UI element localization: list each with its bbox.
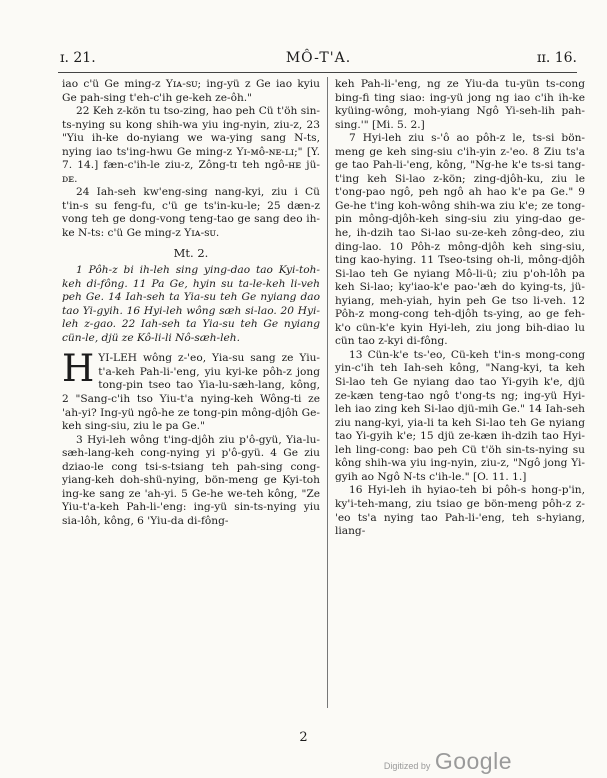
- watermark: [384, 748, 512, 775]
- running-header: [60, 50, 577, 70]
- paragraph: 13 Cün-k'e ts-'eo, Cü-keh t'in-s mong-cong yin-c'ih teh Iah-seh kông, "Nang-kyi, ta keh Si-lao teh Ge nyiang dao tao Yi-gyih k'e, djü ze-kæn teng-tao ngô t'ong-ts ng; ing-yü Hyi-leh iao zing keh Si-lao djü-mih Ge." 14 Iah-seh ziu nang-kyi, yia-li ta keh Si-lao teh Ge nyiang tao Yi-gyih k'e; 15 djü ze-kæn ih-dzih tao Hyi-leh ling-cong: bao peh Cü t'öh sin-ts-nying su kông shih-wa yiu ing-nyin, ziu-z, "Ngô jong Yi-gyih ao Ngô N-ts c'ih-le." [O. 11. 1.]: [335, 348, 585, 483]
- watermark-prefix: Digitized by: [383, 761, 431, 771]
- paragraph: 22 Keh z-kön tu tso-zing, hao peh Cü t'öh sin-ts-nying su kong shih-wa yiu ing-nyin, ziu-z, 23 "Yiu ih-ke do-nyiang we wa-ying sang N-ts, nying iao ts'ing-hwu Ge ming-z Yɪ-ᴍô-ɴᴇ-ʟɪ;" [Y. 7. 14.] fæn-c'ih-le ziu-z, Zông-tɪ teh ngô-ʜᴇ jü-ᴅᴇ.: [62, 105, 320, 185]
- chapter-summary: 1 Pôh-z bi ih-leh sing ying-dao tao Kyi-toh-keh di-fông. 11 Pa Ge, hyin su ta-le-keh li-veh peh Ge. 14 Iah-seh ta Yia-su teh Ge nyiang dao tao Yi-gyih. 16 Hyi-leh wông sæh si-lao. 20 Hyi-leh z-gao. 22 Iah-seh ta Yia-su teh Ge nyiang cün-le, djü ze Kô-li-li Nô-sæh-leh.: [62, 264, 320, 344]
- paragraph: 16 Hyi-leh ih hyiao-teh bi pôh-s hong-p'in, ky'i-teh-mang, ziu tsiao ge bön-meng pôh-z z-'eo ts'a nying tao Pah-li-'eng, teh s-hyiang, liang-: [335, 484, 585, 538]
- left-column: [62, 78, 320, 529]
- paragraph: 7 Hyi-leh ziu s-'ô ao pôh-z le, ts-si bön-meng ge keh sing-siu c'ih-yin z-'eo. 8 Ziu ts'a ge tao Pah-li-'eng, kông, "Ng-he k'e ts-si tang-t'ing keh Si-lao z-kön; zing-djôh-ku, ziu le t'ong-pao ngô, peh ngô ah hao k'e pa Ge." 9 Ge-he t'ing koh-wông shih-wa ziu k'e; ze tong-pin mông-djôh-keh sing-siu ziu ying-dao ge-he, ih-dzih tao Si-lao su-ze-keh zông-deo, ziu ding-lao. 10 Pôh-z mông-djôh keh sing-siu, ting kao-hying. 11 Tseo-tsing oh-li, mông-djôh Si-lao teh Ge nyiang Mô-li-ü; ziu p'oh-lôh pa keh Si-lao; ky'iao-k'e pao-'æh do kying-ts, jü-hyiang, meh-yiah, hyin peh Ge tso li-veh. 12 Pôh-z mong-cong teh-djôh ts-ying, ao ge feh-k'o cün-k'e kyin Hyi-leh, ziu jong bih-diao lu cün tao z-kyi di-fông.: [335, 132, 585, 348]
- paragraph: keh Pah-li-'eng, ng ze Yiu-da tu-yün ts-cong bing-fi ting siao: ing-yü jong ng iao c'ih ih-ke kyüing-wông, moh-yiang Ngô Yi-seh-lih pah-sing.'" [Mi. 5. 2.]: [335, 78, 585, 131]
- paragraph: iao c'ü Ge ming-z Yɪᴀ-sᴜ; ing-yü z Ge iao kyiu Ge pah-sing t'eh-c'ih ge-keh ze-ôh.": [62, 78, 320, 104]
- page-number: 2: [299, 730, 308, 745]
- chapter-heading: Mt. 2.: [173, 245, 209, 260]
- right-column: [335, 78, 585, 539]
- drop-cap: H: [62, 347, 95, 391]
- header-chapter-start: ɪ. 21.: [60, 50, 96, 66]
- header-rule: [58, 72, 577, 73]
- paragraph: 24 Iah-seh kw'eng-sing nang-kyi, ziu i Cü t'in-s su feng-fu, c'ü ge ts'in-ku-le; 25 dæn-z vong teh ge dong-vong teng-tao ge sang deo ih-ke N-ts: c'ü Ge ming-z Yɪᴀ-sᴜ.: [62, 186, 320, 240]
- header-chapter-end: ɪɪ. 16.: [536, 50, 577, 66]
- paragraph: 3 Hyi-leh wông t'ing-djôh ziu p'ô-gyü, Yia-lu-sæh-lang-keh cong-nying yi p'ô-gyü. 4 Ge ziu dziao-le cong tsi-s-tsiang teh pah-sing cong-yiang-keh doh-shü-nying, bön-meng ge Kyi-toh ing-ke sang ze 'ah-yi. 5 Ge-he we-teh kông, "Ze Yiu-t'a-keh Pah-li-'eng: ing-yü sin-ts-nying yiu sia-lôh, kông, 6 'Yiu-da di-fông-: [62, 433, 320, 527]
- paragraph: [62, 347, 320, 433]
- watermark-logo: Google: [434, 748, 512, 774]
- header-book-title: MÔ-T'A.: [285, 50, 352, 66]
- paragraph-text: YI-LEH wông z-'eo, Yia-su sang ze Yiu-t'a-keh Pah-li-'eng, yiu kyi-ke pôh-z jong tong-pin tseo tao Yia-lu-sæh-lang, kông, 2 "Sang-c'ih tso Yiu-t'a nying-keh Wông-ti ze 'ah-yi? Ing-yü ngô-he ze tong-pin mông-djôh Ge-keh sing-siu, ziu le pa Ge.": [62, 352, 320, 433]
- column-divider: [327, 77, 328, 708]
